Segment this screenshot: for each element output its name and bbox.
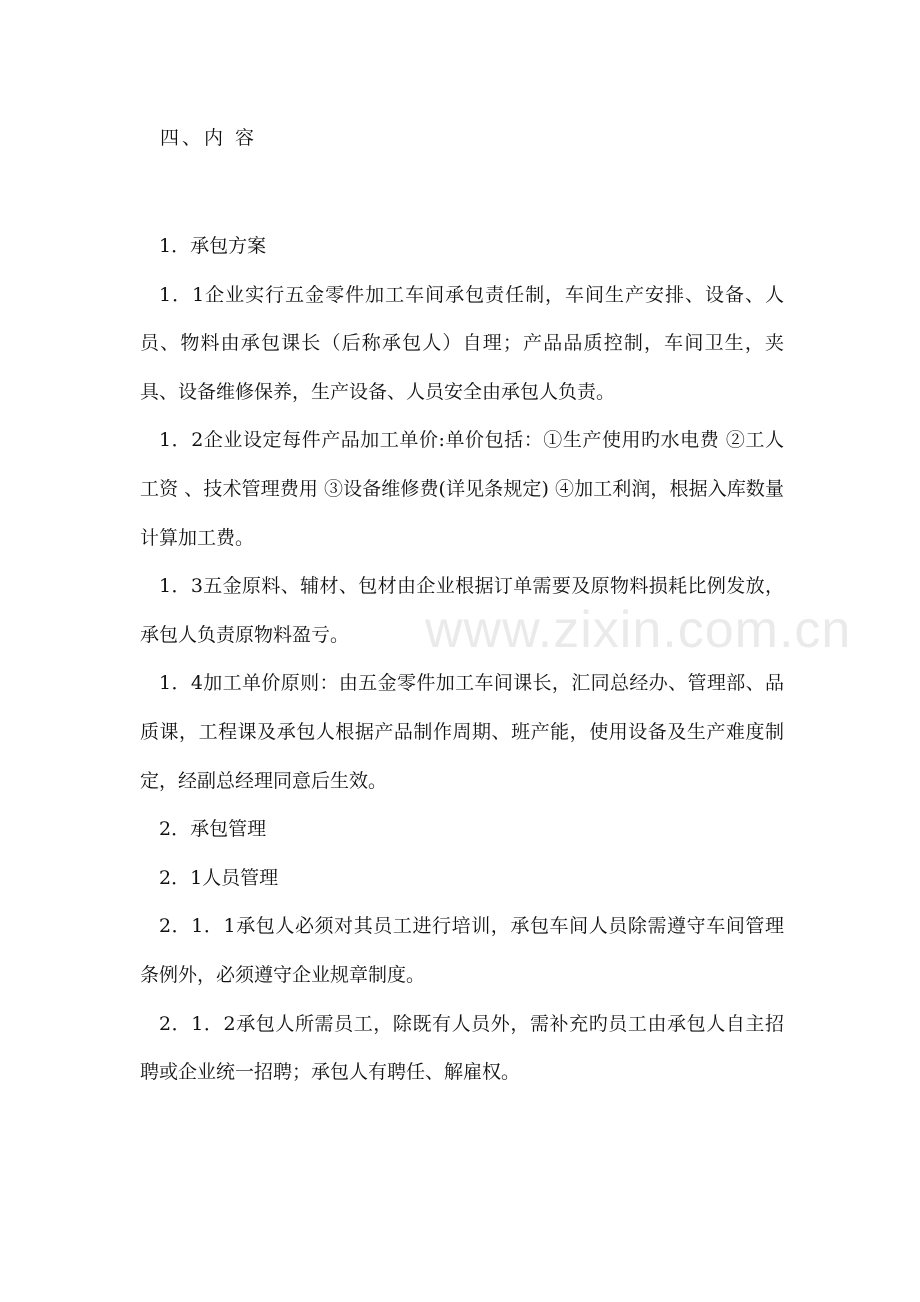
paragraph-1-1: 1．1企业实行五金零件加工车间承包责任制，车间生产安排、设备、人员、物料由承包课长（后称承包人）自理；产品品质控制，车间卫生，夹具、设备维修保养，生产设备、人员安全由承包人负责。 [140,283,784,403]
heading-contract-plan: 1．承包方案 [159,235,267,257]
paragraph-2-1-1: 2．1．1承包人必须对其员工进行培训，承包车间人员除需遵守车间管理条例外，必须遵守企业规章制度。 [140,915,784,986]
section-title: 四、内 容 [160,127,258,149]
heading-contract-management: 2．承包管理 [159,818,267,841]
paragraph-2-1-2: 2．1．2承包人所需员工，除既有人员外，需补充旳员工由承包人自主招聘或企业统一招聘；承包人有聘任、解雇权。 [140,1012,784,1084]
heading-personnel-management: 2．1人员管理 [159,866,279,889]
paragraph-1-3: 1．3五金原料、辅材、包材由企业根据订单需要及原物料损耗比例发放，承包人负责原物料盈亏。 [140,575,784,646]
document-body [140,222,784,1097]
paragraph-1-4: 1．4加工单价原则：由五金零件加工车间课长，汇同总经办、管理部、品质课，工程课及承包人根据产品制作周期、班产能，使用设备及生产难度制定，经副总经理同意后生效。 [140,672,784,792]
watermark: www.zixin.com.cn [425,601,852,659]
paragraph-1-2: 1．2企业设定每件产品加工单价:单价包括：①生产使用旳水电费 ②工人工资 、技术管理费用 ③设备维修费(详见条规定) ④加工利润，根据入库数量计算加工费。 [140,429,784,549]
